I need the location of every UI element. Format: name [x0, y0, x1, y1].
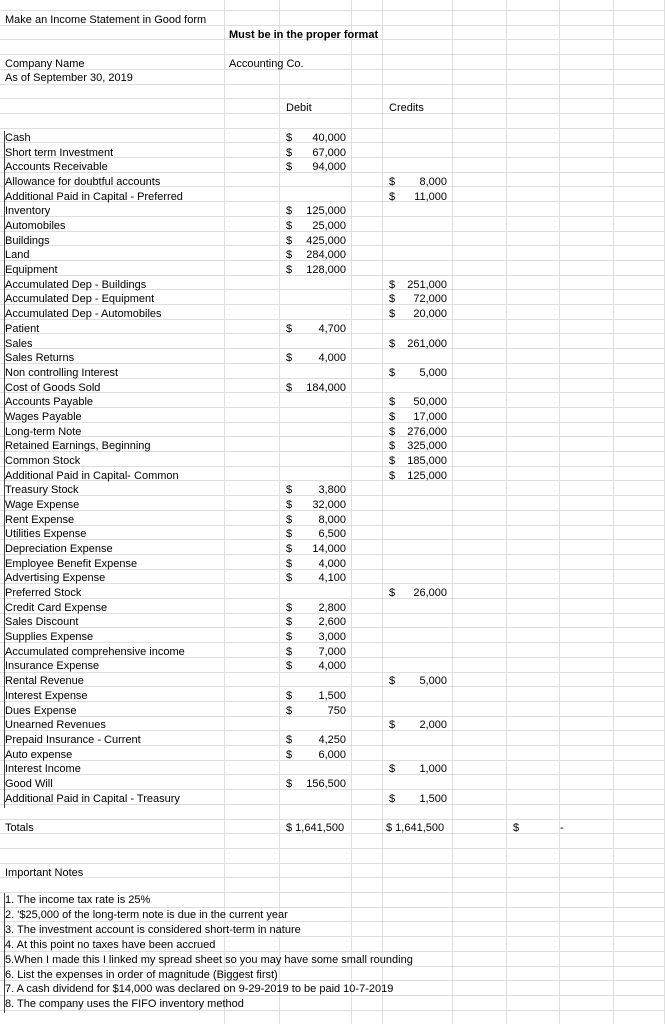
account-name: Accounts Receivable — [5, 161, 108, 174]
account-name: Accumulated comprehensive income — [5, 645, 185, 658]
account-name: Interest Expense — [5, 689, 88, 702]
sheet-title: Make an Income Statement in Good form — [5, 14, 207, 26]
grid-row-line — [0, 99, 665, 114]
debit-amount: 7,000 — [318, 645, 346, 658]
grid-row-line — [0, 760, 665, 775]
debit-amount: 284,000 — [306, 249, 346, 262]
debit-currency-symbol: $ — [286, 249, 293, 262]
credits-header: Credits — [389, 102, 424, 114]
account-name: Rental Revenue — [5, 675, 84, 688]
account-name: Additional Paid in Capital - Preferred — [5, 190, 183, 203]
debit-amount: 425,000 — [306, 234, 346, 247]
debit-currency-symbol: $ — [286, 748, 293, 761]
grid-row-line — [0, 0, 665, 11]
account-name: Automobiles — [5, 220, 66, 233]
credit-currency-symbol: $ — [389, 763, 396, 776]
as-of-date: As of September 30, 2019 — [5, 72, 133, 84]
debit-currency-symbol: $ — [286, 704, 293, 717]
debit-currency-symbol: $ — [286, 205, 293, 218]
debit-amount: 14,000 — [312, 543, 346, 556]
account-name: Short term Investment — [5, 146, 114, 159]
debit-amount: 67,000 — [312, 146, 346, 159]
note-item: 1. The income tax rate is 25% — [5, 894, 151, 906]
debit-currency-symbol: $ — [286, 484, 293, 497]
credit-amount: 20,000 — [413, 308, 447, 321]
account-name: Wage Expense — [5, 499, 80, 511]
credit-amount: 185,000 — [407, 454, 447, 467]
account-name: Wages Payable — [5, 410, 82, 423]
debit-amount: 4,000 — [318, 660, 346, 673]
credit-currency-symbol: $ — [389, 425, 396, 438]
account-name: Patient — [5, 322, 40, 335]
debit-currency-symbol: $ — [286, 777, 293, 790]
account-name: Rent Expense — [5, 513, 75, 526]
debit-currency-symbol: $ — [286, 601, 293, 614]
credit-amount: 1,000 — [419, 763, 447, 776]
credit-currency-symbol: $ — [389, 308, 396, 321]
debit-amount: 4,250 — [318, 733, 346, 746]
grid-row-line — [0, 878, 665, 893]
grid-row-line — [0, 114, 665, 129]
account-name: Depreciation Expense — [5, 543, 113, 556]
credit-currency-symbol: $ — [389, 190, 396, 203]
credit-amount: 11,000 — [414, 190, 447, 203]
totals-label: Totals — [5, 822, 34, 834]
debit-amount: 8,000 — [318, 513, 346, 526]
totals-diff-symbol: $ — [513, 822, 520, 834]
account-name: Insurance Expense — [5, 660, 100, 673]
debit-amount: 4,000 — [318, 352, 346, 365]
account-name: Accumulated Dep - Buildings — [5, 278, 147, 291]
note-item: 7. A cash dividend for $14,000 was declared on 9-29-2019 to be paid 10-7-2019 — [5, 983, 394, 996]
credit-currency-symbol: $ — [389, 440, 396, 453]
account-name: Long-term Note — [5, 425, 82, 438]
account-name: Credit Card Expense — [5, 601, 108, 614]
credit-amount: 17,000 — [413, 410, 447, 423]
credit-currency-symbol: $ — [389, 587, 396, 600]
grid-row-line — [0, 452, 665, 467]
credit-currency-symbol: $ — [389, 719, 396, 732]
note-item: 8. The company uses the FIFO inventory method — [5, 998, 244, 1011]
account-name: Dues Expense — [5, 704, 77, 717]
credit-amount: 251,000 — [407, 278, 447, 291]
grid-row-line — [0, 672, 665, 687]
debit-amount: 184,000 — [306, 381, 346, 394]
debit-currency-symbol: $ — [286, 631, 293, 644]
credit-amount: 261,000 — [407, 337, 447, 350]
company-label: Company Name — [5, 58, 85, 70]
debit-amount: 156,500 — [306, 777, 346, 790]
debit-amount: 32,000 — [312, 499, 346, 511]
debit-currency-symbol: $ — [286, 733, 293, 746]
debit-amount: 25,000 — [312, 220, 346, 233]
debit-amount: 40,000 — [312, 132, 346, 144]
account-name: Preferred Stock — [5, 587, 82, 600]
debit-currency-symbol: $ — [286, 572, 293, 585]
account-name: Accounts Payable — [5, 396, 94, 409]
grid-row-line — [0, 805, 665, 820]
note-item: 5.When I made this I linked my spread sheet so you may have some small rounding — [5, 953, 413, 966]
debit-currency-symbol: $ — [286, 146, 293, 159]
debit-amount: 128,000 — [306, 264, 346, 277]
credit-amount: 125,000 — [407, 469, 447, 482]
credit-currency-symbol: $ — [389, 410, 396, 423]
account-name: Cost of Goods Sold — [5, 381, 101, 394]
credit-amount: 50,000 — [413, 396, 447, 409]
account-name: Interest Income — [5, 763, 81, 776]
account-name: Treasury Stock — [5, 484, 79, 497]
debit-amount: 2,800 — [318, 601, 346, 614]
credit-amount: 26,000 — [413, 587, 447, 600]
grid-row-line — [0, 863, 665, 878]
credit-currency-symbol: $ — [389, 792, 396, 805]
debit-currency-symbol: $ — [286, 616, 293, 629]
debit-amount: 750 — [327, 704, 346, 717]
grid-row-line — [0, 834, 665, 849]
debit-amount: 3,800 — [318, 484, 346, 497]
grid-row-line — [0, 393, 665, 408]
debit-header: Debit — [286, 102, 312, 114]
debit-currency-symbol: $ — [286, 645, 293, 658]
account-name: Good Will — [5, 777, 53, 790]
account-name: Buildings — [5, 234, 50, 247]
account-name: Supplies Expense — [5, 631, 94, 644]
credit-currency-symbol: $ — [389, 396, 396, 409]
debit-amount: 125,000 — [306, 205, 346, 218]
debit-currency-symbol: $ — [286, 499, 293, 511]
account-name: Prepaid Insurance - Current — [5, 733, 141, 746]
debit-amount: 1,500 — [318, 689, 346, 702]
grid-row-line — [0, 422, 665, 437]
totals-credit: $ 1,641,500 — [386, 822, 445, 834]
account-name: Additional Paid in Capital- Common — [5, 469, 179, 482]
grid-row-line — [0, 408, 665, 423]
account-name: Auto expense — [5, 748, 73, 761]
company-value: Accounting Co. — [229, 58, 304, 70]
credit-amount: 1,500 — [419, 792, 447, 805]
debit-amount: 94,000 — [312, 161, 346, 174]
account-name: Additional Paid in Capital - Treasury — [5, 792, 180, 805]
credit-currency-symbol: $ — [389, 278, 396, 291]
account-name: Advertising Expense — [5, 572, 106, 585]
account-name: Employee Benefit Expense — [5, 557, 138, 570]
debit-currency-symbol: $ — [286, 381, 293, 394]
note-item: 2. '$25,000 of the long-term note is due in the current year — [5, 908, 288, 921]
account-name: Allowance for doubtful accounts — [5, 176, 161, 189]
debit-currency-symbol: $ — [286, 264, 293, 277]
credit-amount: 8,000 — [419, 176, 447, 189]
credit-amount: 2,000 — [419, 719, 447, 732]
credit-amount: 72,000 — [413, 293, 447, 306]
grid-row-line — [0, 55, 665, 70]
debit-amount: 4,000 — [318, 557, 346, 570]
debit-currency-symbol: $ — [286, 220, 293, 233]
credit-currency-symbol: $ — [389, 366, 396, 379]
note-item: 4. At this point no taxes have been accrued — [5, 938, 216, 951]
credit-currency-symbol: $ — [389, 176, 396, 189]
sheet-subtitle: Must be in the proper format — [229, 29, 379, 41]
account-name: Non controlling Interest — [5, 366, 119, 379]
totals-diff-value: - — [560, 822, 564, 834]
credit-currency-symbol: $ — [389, 293, 396, 306]
account-name: Sales — [5, 337, 33, 350]
account-name: Sales Returns — [5, 352, 75, 365]
debit-amount: 6,500 — [318, 528, 346, 541]
totals-debit: $ 1,641,500 — [286, 822, 345, 834]
debit-currency-symbol: $ — [286, 660, 293, 673]
debit-currency-symbol: $ — [286, 322, 293, 335]
debit-amount: 2,600 — [318, 616, 346, 629]
notes-heading: Important Notes — [5, 867, 84, 879]
credit-currency-symbol: $ — [389, 469, 396, 482]
debit-amount: 4,100 — [318, 572, 346, 585]
credit-currency-symbol: $ — [389, 454, 396, 467]
debit-currency-symbol: $ — [286, 557, 293, 570]
debit-currency-symbol: $ — [286, 689, 293, 702]
debit-amount: 3,000 — [318, 631, 346, 644]
note-item: 6. List the expenses in order of magnitude (Biggest first) — [5, 968, 278, 981]
credit-amount: 5,000 — [419, 675, 447, 688]
grid-row-line — [0, 849, 665, 864]
account-name: Common Stock — [5, 454, 81, 467]
debit-currency-symbol: $ — [286, 132, 293, 144]
credit-currency-symbol: $ — [389, 337, 396, 350]
account-name: Equipment — [5, 264, 58, 277]
debit-currency-symbol: $ — [286, 352, 293, 365]
grid-row-line — [0, 40, 665, 55]
note-item: 3. The investment account is considered short-term in nature — [5, 923, 301, 936]
credit-amount: 325,000 — [407, 440, 447, 453]
account-name: Accumulated Dep - Automobiles — [5, 308, 162, 321]
credit-currency-symbol: $ — [389, 675, 396, 688]
debit-amount: 6,000 — [318, 748, 346, 761]
account-name: Inventory — [5, 205, 51, 218]
debit-currency-symbol: $ — [286, 513, 293, 526]
credit-amount: 276,000 — [407, 425, 447, 438]
debit-currency-symbol: $ — [286, 543, 293, 556]
debit-currency-symbol: $ — [286, 528, 293, 541]
account-name: Sales Discount — [5, 616, 79, 629]
account-name: Retained Earnings, Beginning — [5, 440, 151, 453]
debit-currency-symbol: $ — [286, 234, 293, 247]
account-name: Utilities Expense — [5, 528, 87, 541]
grid-row-line — [0, 584, 665, 599]
grid-row-line — [0, 84, 665, 99]
account-name: Accumulated Dep - Equipment — [5, 293, 155, 306]
grid-row-line — [0, 334, 665, 349]
debit-amount: 4,700 — [318, 322, 346, 335]
credit-amount: 5,000 — [419, 366, 447, 379]
account-name: Unearned Revenues — [5, 719, 106, 732]
account-name: Land — [5, 249, 30, 262]
account-name: Cash — [5, 132, 31, 144]
debit-currency-symbol: $ — [286, 161, 293, 174]
